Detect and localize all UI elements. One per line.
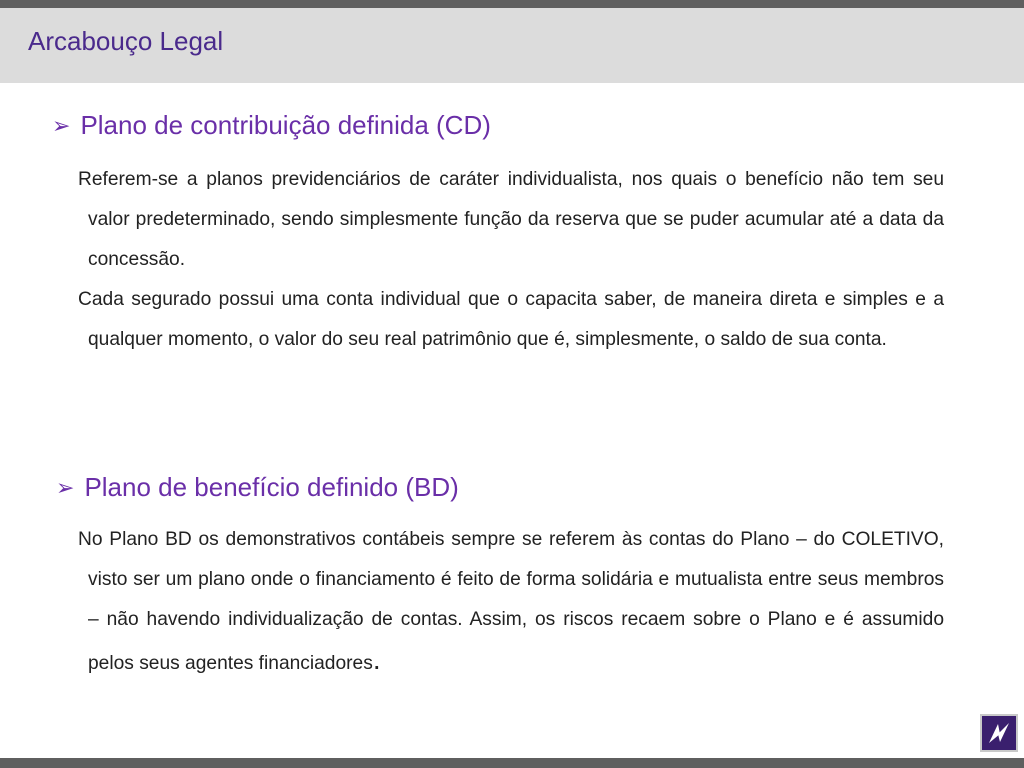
section-heading-bd <box>56 472 459 503</box>
paragraph-bd-text: No Plano BD os demonstrativos contábeis sempre se referem às contas do Plano – do COLETIVO, visto ser um plano onde o financiamento é feito de forma solidária e mutualista entre seus membros – não havendo individualização de contas. Assim, os riscos recaem sobre o Plano e é assumido pelos seus agentes financiadores <box>78 529 944 674</box>
paragraph-bd <box>78 520 944 684</box>
slide-title: Arcabouço Legal <box>28 26 224 56</box>
section-heading-cd <box>52 110 491 141</box>
section-heading-text: Plano de benefício definido (BD) <box>84 472 459 502</box>
arrow-bullet-icon: ➢ <box>52 112 71 138</box>
logo-icon <box>980 714 1018 752</box>
paragraph-cd-2: Cada segurado possui uma conta individual que o capacita saber, de maneira direta e simples e a qualquer momento, o valor do seu real patrimônio que é, simplesmente, o saldo de sua conta. <box>78 289 944 350</box>
paragraph-cd-1: Referem-se a planos previdenciários de caráter individualista, nos quais o benefício não tem seu valor predeterminado, sendo simplesmente função da reserva que se puder acumular até a data da concessão. <box>78 169 944 270</box>
arrow-bullet-icon: ➢ <box>56 474 75 500</box>
bottom-border <box>0 758 1024 768</box>
section-heading-text: Plano de contribuição definida (CD) <box>80 110 491 140</box>
paragraph-bd-period: . <box>372 644 381 675</box>
header-band <box>0 8 1024 83</box>
top-border <box>0 0 1024 8</box>
